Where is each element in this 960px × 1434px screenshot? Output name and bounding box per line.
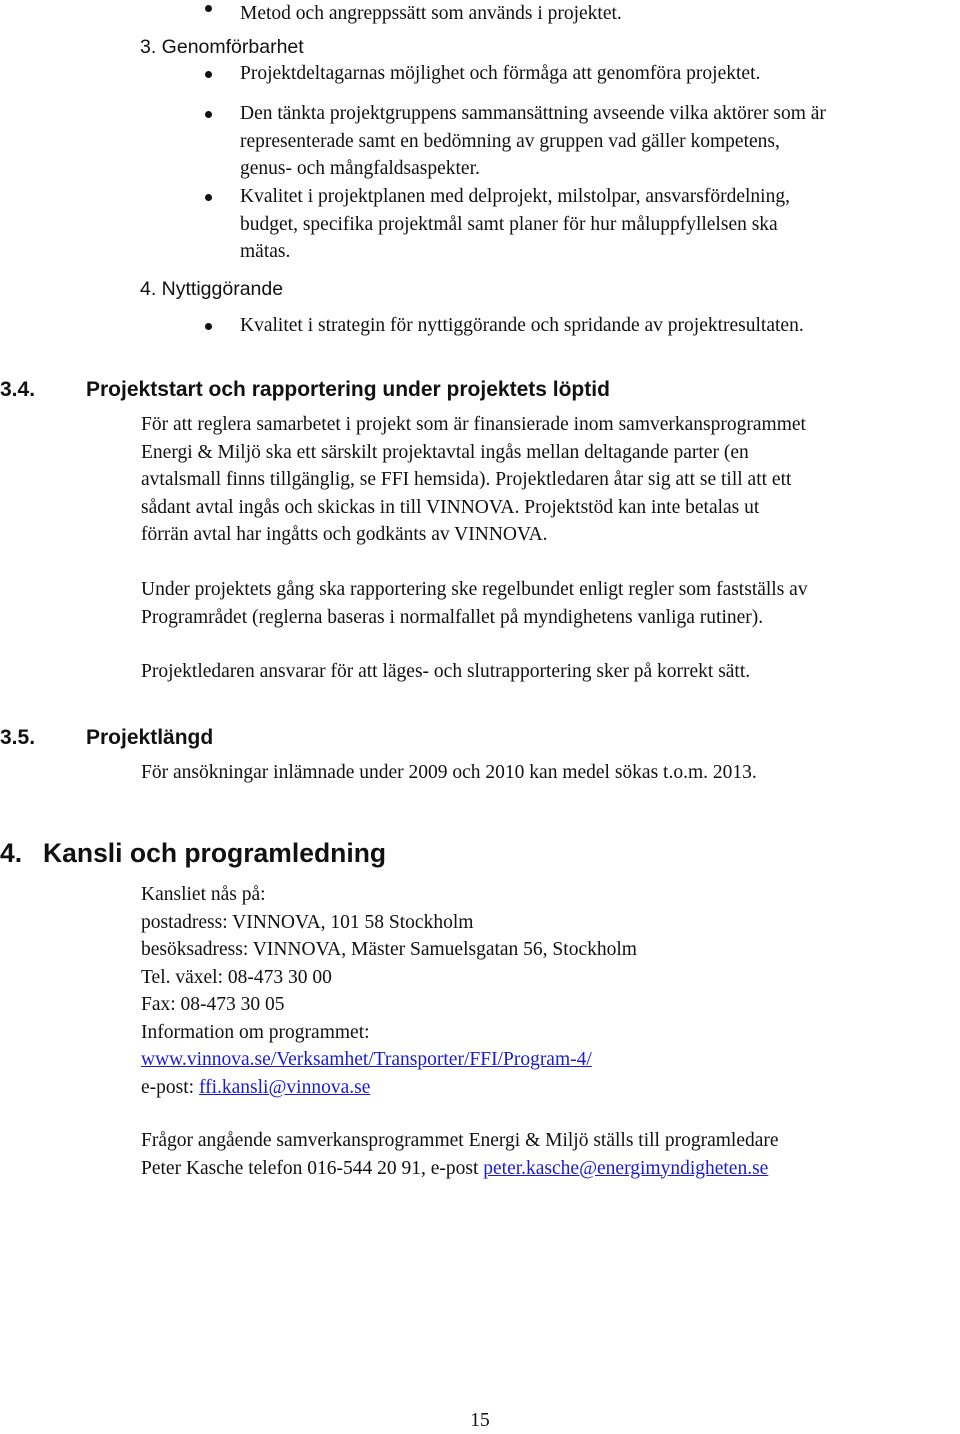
paragraph bbox=[141, 411, 956, 549]
email-link[interactable]: ffi.kansli@vinnova.se bbox=[198, 1076, 371, 1098]
program-link-line bbox=[141, 1046, 956, 1074]
bullet-text: Kvalitet i projektplanen med delprojekt, milstolpar, ansvarsfördelning, bbox=[240, 186, 790, 207]
bullet-text: Projektdeltagarnas möjlighet och förmåga att genomföra projektet. bbox=[240, 63, 761, 84]
page-number-text: 15 bbox=[470, 1410, 490, 1431]
contact-line: Kansliet nås på: bbox=[141, 884, 266, 905]
paragraph-line: För ansökningar inlämnade under 2009 och 2010 kan medel sökas t.o.m. 2013. bbox=[141, 762, 757, 783]
bullet-text: genus- och mångfaldsaspekter. bbox=[240, 158, 480, 179]
paragraph-text: Peter Kasche telefon 016-544 20 91, e-post bbox=[141, 1157, 484, 1179]
email-line bbox=[141, 1074, 956, 1102]
paragraph-line: avtalsmall finns tillgänglig, se FFI hemsida). Projektledaren åtar sig att se till att ett bbox=[141, 469, 792, 490]
list-item bbox=[240, 183, 952, 266]
paragraph-line bbox=[141, 1155, 956, 1183]
bullet-text: mätas. bbox=[240, 241, 291, 262]
paragraph bbox=[141, 1127, 956, 1182]
criterion-heading-genomforbarhet: 3. Genomförbarhet bbox=[140, 36, 304, 58]
paragraph bbox=[141, 576, 956, 631]
bullet-text: Metod och angreppssätt som används i projektet. bbox=[240, 3, 622, 24]
bullet-text: representerade samt en bedömning av gruppen vad gäller kompetens, bbox=[240, 130, 780, 152]
program-manager-email-link[interactable]: peter.kasche@energimyndigheten.se bbox=[483, 1157, 769, 1179]
contact-line: Fax: 08-473 30 05 bbox=[141, 994, 285, 1015]
paragraph-line: Projektledaren ansvarar för att läges- och slutrapportering sker på korrekt sätt. bbox=[141, 661, 751, 682]
paragraph-line: Energi & Miljö ska ett särskilt projektavtal ingås mellan deltagande parter (en bbox=[141, 441, 749, 463]
page-number bbox=[0, 1409, 960, 1433]
paragraph bbox=[141, 658, 956, 686]
contact-line: besöksadress: VINNOVA, Mäster Samuelsgatan 56, Stockholm bbox=[141, 939, 637, 960]
list-item bbox=[240, 312, 952, 340]
bullet-text: Kvalitet i strategin för nyttiggörande och spridande av projektresultaten. bbox=[240, 315, 804, 336]
paragraph-line: Under projektets gång ska rapportering ske regelbundet enligt regler som fastställs av bbox=[141, 579, 808, 600]
email-label: e-post: bbox=[141, 1076, 199, 1098]
section-title: Projektstart och rapportering under projektets löptid bbox=[86, 378, 610, 401]
paragraph bbox=[141, 759, 956, 787]
paragraph-line: sådant avtal ingås och skickas in till VINNOVA. Projektstöd kan inte betalas ut bbox=[141, 496, 760, 518]
contact-line: postadress: VINNOVA, 101 58 Stockholm bbox=[141, 911, 474, 933]
chapter-number: 4. bbox=[0, 838, 23, 868]
contact-line: Information om programmet: bbox=[141, 1021, 370, 1043]
paragraph-line: Frågor angående samverkansprogrammet Energi & Miljö ställs till programledare bbox=[141, 1130, 779, 1151]
criterion-heading-nyttiggorande: 4. Nyttiggörande bbox=[140, 278, 284, 300]
program-website-link[interactable]: www.vinnova.se/Verksamhet/Transporter/FFI/Program-4/ bbox=[141, 1049, 592, 1070]
paragraph-line: För att reglera samarbetet i projekt som är finansierade inom samverkansprogrammet bbox=[141, 414, 806, 435]
list-item bbox=[240, 60, 952, 88]
section-number: 3.4. bbox=[0, 378, 36, 401]
paragraph-line: Programrådet (reglerna baseras i normalfallet på myndighetens vanliga rutiner). bbox=[141, 606, 764, 628]
section-title: Projektlängd bbox=[86, 726, 214, 749]
list-item bbox=[240, 0, 952, 28]
bullet-text: budget, specifika projektmål samt planer för hur måluppfyllelsen ska bbox=[240, 213, 778, 235]
chapter-title: Kansli och programledning bbox=[43, 838, 387, 868]
contact-line: Tel. växel: 08-473 30 00 bbox=[141, 966, 332, 988]
list-item bbox=[240, 100, 952, 183]
section-number: 3.5. bbox=[0, 726, 36, 749]
contact-block bbox=[141, 881, 956, 1101]
paragraph-line: förrän avtal har ingåtts och godkänts av VINNOVA. bbox=[141, 524, 548, 545]
bullet-text: Den tänkta projektgruppens sammansättning avseende vilka aktörer som är bbox=[240, 103, 826, 124]
